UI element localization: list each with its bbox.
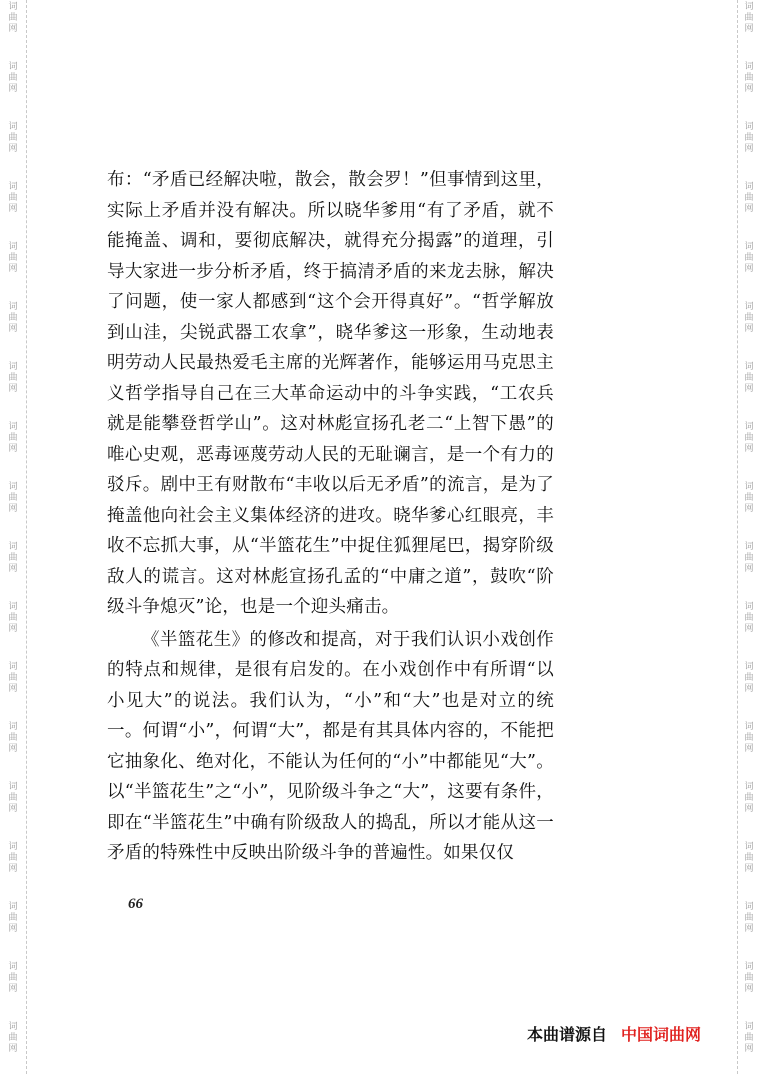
watermark-char: 曲 [744, 1033, 754, 1043]
watermark-mark [738, 242, 760, 275]
watermark-char: 网 [8, 1044, 18, 1054]
watermark-char: 词 [744, 962, 754, 972]
watermark-mark [738, 602, 760, 635]
watermark-char: 曲 [744, 313, 754, 323]
watermark-char: 曲 [744, 673, 754, 683]
watermark-char: 词 [744, 542, 754, 552]
watermark-mark [738, 722, 760, 755]
watermark-char: 曲 [744, 793, 754, 803]
page-number: 66 [128, 896, 143, 912]
watermark-char: 词 [8, 722, 18, 732]
watermark-char: 网 [744, 444, 754, 454]
watermark-char: 词 [8, 362, 18, 372]
watermark-mark [0, 662, 26, 695]
watermark-mark [738, 422, 760, 455]
watermark-mark [738, 1022, 760, 1055]
article-body [107, 165, 554, 869]
watermark-char: 曲 [744, 13, 754, 23]
watermark-char: 曲 [744, 373, 754, 383]
watermark-mark [0, 302, 26, 335]
watermark-char: 曲 [8, 853, 18, 863]
watermark-char: 词 [744, 842, 754, 852]
watermark-mark [0, 902, 26, 935]
watermark-mark [0, 542, 26, 575]
watermark-char: 词 [8, 482, 18, 492]
watermark-char: 网 [8, 264, 18, 274]
watermark-char: 曲 [8, 793, 18, 803]
watermark-char: 曲 [744, 553, 754, 563]
watermark-char: 网 [744, 564, 754, 574]
watermark-char: 曲 [744, 853, 754, 863]
watermark-mark [0, 722, 26, 755]
watermark-char: 曲 [8, 973, 18, 983]
watermark-mark [738, 302, 760, 335]
watermark-mark [738, 2, 760, 35]
watermark-char: 网 [8, 384, 18, 394]
watermark-mark [738, 842, 760, 875]
watermark-mark [738, 542, 760, 575]
watermark-mark [0, 182, 26, 215]
watermark-char: 曲 [8, 133, 18, 143]
watermark-char: 网 [8, 624, 18, 634]
watermark-char: 网 [8, 744, 18, 754]
watermark-char: 词 [744, 902, 754, 912]
watermark-mark [738, 662, 760, 695]
watermark-char: 曲 [8, 253, 18, 263]
watermark-char: 曲 [744, 493, 754, 503]
watermark-char: 网 [8, 924, 18, 934]
left-watermark-strip [0, 0, 27, 1074]
watermark-char: 网 [8, 324, 18, 334]
watermark-char: 曲 [744, 733, 754, 743]
watermark-char: 曲 [8, 493, 18, 503]
watermark-char: 词 [744, 122, 754, 132]
watermark-char: 网 [744, 144, 754, 154]
watermark-char: 词 [8, 302, 18, 312]
watermark-char: 网 [8, 84, 18, 94]
source-label: 本曲谱源自 [527, 1025, 608, 1044]
watermark-char: 曲 [744, 433, 754, 443]
watermark-char: 曲 [8, 1033, 18, 1043]
watermark-char: 曲 [744, 253, 754, 263]
watermark-mark [738, 902, 760, 935]
watermark-char: 网 [8, 144, 18, 154]
watermark-char: 曲 [8, 673, 18, 683]
watermark-mark [738, 782, 760, 815]
watermark-char: 曲 [8, 733, 18, 743]
watermark-mark [0, 842, 26, 875]
watermark-char: 曲 [8, 613, 18, 623]
watermark-mark [0, 482, 26, 515]
watermark-mark [738, 62, 760, 95]
watermark-char: 曲 [744, 133, 754, 143]
watermark-char: 词 [8, 782, 18, 792]
watermark-char: 词 [8, 542, 18, 552]
watermark-mark [0, 62, 26, 95]
watermark-char: 曲 [8, 433, 18, 443]
watermark-char: 曲 [744, 913, 754, 923]
watermark-char: 词 [8, 422, 18, 432]
watermark-char: 词 [744, 602, 754, 612]
watermark-char: 词 [8, 842, 18, 852]
watermark-char: 词 [8, 242, 18, 252]
watermark-char: 网 [744, 684, 754, 694]
watermark-char: 词 [8, 182, 18, 192]
watermark-char: 词 [744, 182, 754, 192]
watermark-char: 曲 [8, 913, 18, 923]
watermark-char: 网 [744, 204, 754, 214]
watermark-mark [738, 122, 760, 155]
watermark-char: 网 [744, 84, 754, 94]
watermark-char: 曲 [8, 193, 18, 203]
watermark-mark [738, 962, 760, 995]
watermark-char: 网 [8, 504, 18, 514]
watermark-char: 网 [744, 864, 754, 874]
watermark-char: 词 [744, 482, 754, 492]
watermark-char: 词 [744, 2, 754, 12]
watermark-mark [0, 242, 26, 275]
watermark-char: 曲 [744, 973, 754, 983]
source-attribution [527, 1022, 701, 1045]
watermark-mark [0, 962, 26, 995]
watermark-char: 词 [8, 2, 18, 12]
paragraph-2: 《半篮花生》的修改和提高，对于我们认识小戏创作的特点和规律，是很有启发的。在小戏创作中有所谓“以小见大”的说法。我们认为，“小”和“大”也是对立的统一。何谓“小”，何谓“大”，都是有其具体内容的，不能把它抽象化、绝对化，不能认为任何的“小”中都能见“大”。以“半篮花生”之“小”，见阶级斗争之“大”，这要有条件，即在“半篮花生”中确有阶级敌人的捣乱，所以才能从这一矛盾的特殊性中反映出阶级斗争的普遍性。如果仅仅 [107, 629, 554, 863]
watermark-mark [0, 2, 26, 35]
watermark-char: 网 [8, 804, 18, 814]
watermark-char: 曲 [744, 613, 754, 623]
watermark-char: 网 [744, 24, 754, 34]
right-watermark-strip [737, 0, 760, 1074]
watermark-char: 网 [8, 684, 18, 694]
watermark-char: 曲 [8, 553, 18, 563]
watermark-char: 网 [8, 984, 18, 994]
watermark-char: 网 [744, 624, 754, 634]
watermark-char: 曲 [744, 73, 754, 83]
watermark-char: 词 [744, 362, 754, 372]
watermark-char: 网 [8, 204, 18, 214]
watermark-char: 词 [8, 662, 18, 672]
watermark-char: 网 [744, 324, 754, 334]
watermark-char: 词 [8, 602, 18, 612]
watermark-char: 词 [744, 722, 754, 732]
watermark-char: 词 [8, 902, 18, 912]
watermark-mark [0, 1022, 26, 1055]
watermark-char: 网 [8, 24, 18, 34]
watermark-char: 网 [744, 1044, 754, 1054]
watermark-char: 网 [8, 444, 18, 454]
paragraph-1: 布：“矛盾已经解决啦，散会，散会罗！”但事情到这里，实际上矛盾并没有解决。所以晓华爹用“有了矛盾，就不能掩盖、调和，要彻底解决，就得充分揭露”的道理，引导大家进一步分析矛盾，终于搞清矛盾的来龙去脉，解决了问题，使一家人都感到“这个会开得真好”。“哲学解放到山洼，尖锐武器工农拿”，晓华爹这一形象，生动地表明劳动人民最热爱毛主席的光辉著作，能够运用马克思主义哲学指导自己在三大革命运动中的斗争实践，“工农兵就是能攀登哲学山”。这对林彪宣扬孔老二“上智下愚”的唯心史观，恶毒诬蔑劳动人民的无耻谰言，是一个有力的驳斥。剧中王有财散布“丰收以后无矛盾”的流言，是为了掩盖他向社会主义集体经济的进攻。晓华爹心红眼亮，丰收不忘抓大事，从“半篮花生”中捉住狐狸尾巴，揭穿阶级敌人的谎言。这对林彪宣扬孔孟的“中庸之道”，鼓吹“阶级斗争熄灭”论，也是一个迎头痛击。 [107, 170, 554, 617]
watermark-char: 词 [744, 1022, 754, 1032]
watermark-mark [0, 782, 26, 815]
watermark-char: 网 [744, 744, 754, 754]
watermark-mark [0, 362, 26, 395]
watermark-char: 网 [8, 564, 18, 574]
watermark-char: 曲 [8, 373, 18, 383]
watermark-char: 词 [8, 1022, 18, 1032]
watermark-char: 词 [744, 242, 754, 252]
watermark-char: 网 [744, 804, 754, 814]
watermark-char: 曲 [8, 73, 18, 83]
watermark-mark [738, 182, 760, 215]
watermark-char: 词 [744, 62, 754, 72]
watermark-mark [0, 122, 26, 155]
watermark-char: 词 [744, 302, 754, 312]
watermark-char: 词 [8, 62, 18, 72]
watermark-char: 网 [744, 264, 754, 274]
watermark-char: 词 [744, 782, 754, 792]
watermark-char: 曲 [8, 313, 18, 323]
watermark-char: 网 [744, 504, 754, 514]
watermark-char: 词 [8, 962, 18, 972]
watermark-char: 网 [744, 924, 754, 934]
watermark-char: 网 [744, 384, 754, 394]
watermark-mark [0, 602, 26, 635]
watermark-mark [738, 482, 760, 515]
source-site-link[interactable]: 中国词曲网 [621, 1025, 702, 1044]
watermark-mark [0, 422, 26, 455]
watermark-char: 词 [744, 662, 754, 672]
watermark-char: 词 [8, 122, 18, 132]
watermark-char: 网 [8, 864, 18, 874]
watermark-char: 曲 [8, 13, 18, 23]
watermark-char: 曲 [744, 193, 754, 203]
watermark-char: 网 [744, 984, 754, 994]
watermark-mark [738, 362, 760, 395]
watermark-char: 词 [744, 422, 754, 432]
